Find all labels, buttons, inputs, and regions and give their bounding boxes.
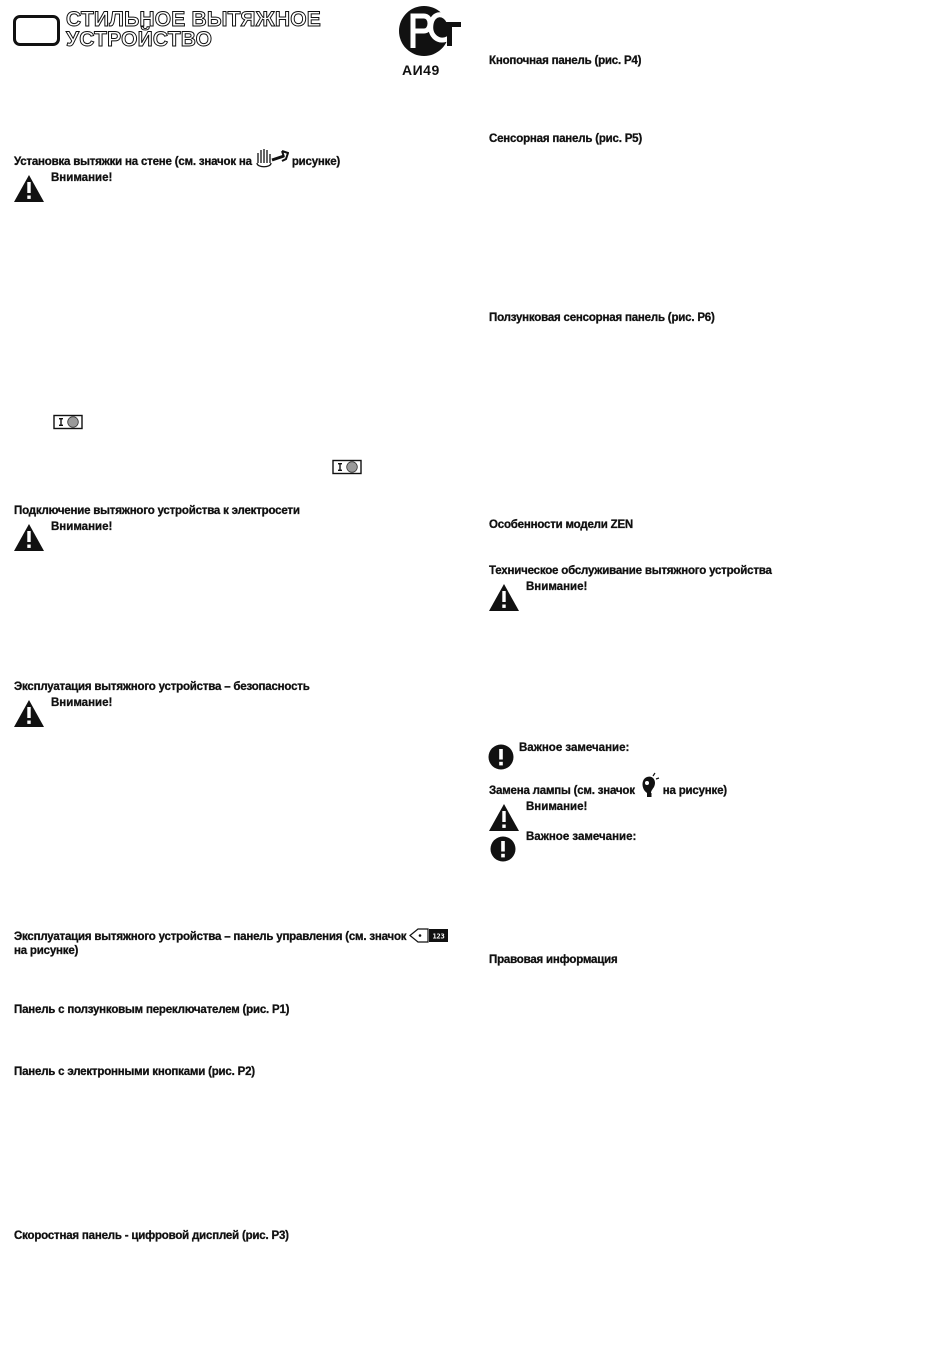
exclamation-circle-icon [490,836,516,862]
important-note-label: Важное замечание: [519,742,630,754]
svg-text:123: 123 [432,932,445,941]
warning-triangle-icon [488,803,520,832]
lamp-heading-post: на рисунке) [662,785,727,798]
exclamation-circle-icon [488,744,514,770]
safety-heading: Эксплуатация вытяжного устройства – безопасность [14,681,310,693]
warning-triangle-icon [13,699,45,728]
legal-heading: Правовая информация [489,954,618,966]
switch-icon [53,414,83,430]
page-title [66,10,321,50]
install-heading [14,155,340,170]
attention-label: Внимание! [526,801,588,813]
cert-code: АИ49 [402,62,440,78]
p3-heading: Скоростная панель - цифровой дисплей (рис. P3) [14,1230,289,1242]
warning-triangle-icon [488,583,520,612]
p6-heading: Ползунковая сенсорная панель (рис. P6) [489,312,715,324]
lamp-heading-pre: Замена лампы (см. значок [489,785,635,798]
attention-label: Внимание! [51,172,113,184]
hand-wrench-icon [255,147,289,169]
language-code-box [13,15,60,46]
p2-heading: Панель с электронными кнопками (рис. P2) [14,1066,255,1078]
rst-certification-logo [395,4,463,60]
lamp-bulb-icon [638,772,660,798]
p4-heading: Кнопочная панель (рис. P4) [489,55,642,67]
p5-heading: Сенсорная панель (рис. P5) [489,133,642,145]
page-title-line2: УСТРОЙСТВО [66,28,213,51]
connect-heading: Подключение вытяжного устройства к электросети [14,505,300,517]
switch-icon [332,459,362,475]
warning-triangle-icon [13,174,45,203]
control-panel-heading-cont: на рисунке) [14,945,79,957]
attention-label: Внимание! [51,697,113,709]
lamp-heading [489,784,727,799]
install-heading-post: рисунке) [291,156,341,169]
page-title-line1: СТИЛЬНОЕ ВЫТЯЖНОЕ [66,8,321,31]
control-panel-heading [14,930,449,945]
control-heading-pre: Эксплуатация вытяжного устройства – панель управления (см. значок [14,931,407,943]
attention-label: Внимание! [51,521,113,533]
p1-heading: Панель с ползунковым переключателем (рис. P1) [14,1004,290,1016]
install-heading-pre: Установка вытяжки на стене (см. значок на [14,156,252,169]
maintenance-heading: Техническое обслуживание вытяжного устройства [489,565,772,577]
attention-label: Внимание! [526,581,588,593]
zen-heading: Особенности модели ZEN [489,519,634,531]
important-note-label: Важное замечание: [526,831,637,843]
warning-triangle-icon [13,523,45,552]
control-panel-icon [409,928,449,943]
